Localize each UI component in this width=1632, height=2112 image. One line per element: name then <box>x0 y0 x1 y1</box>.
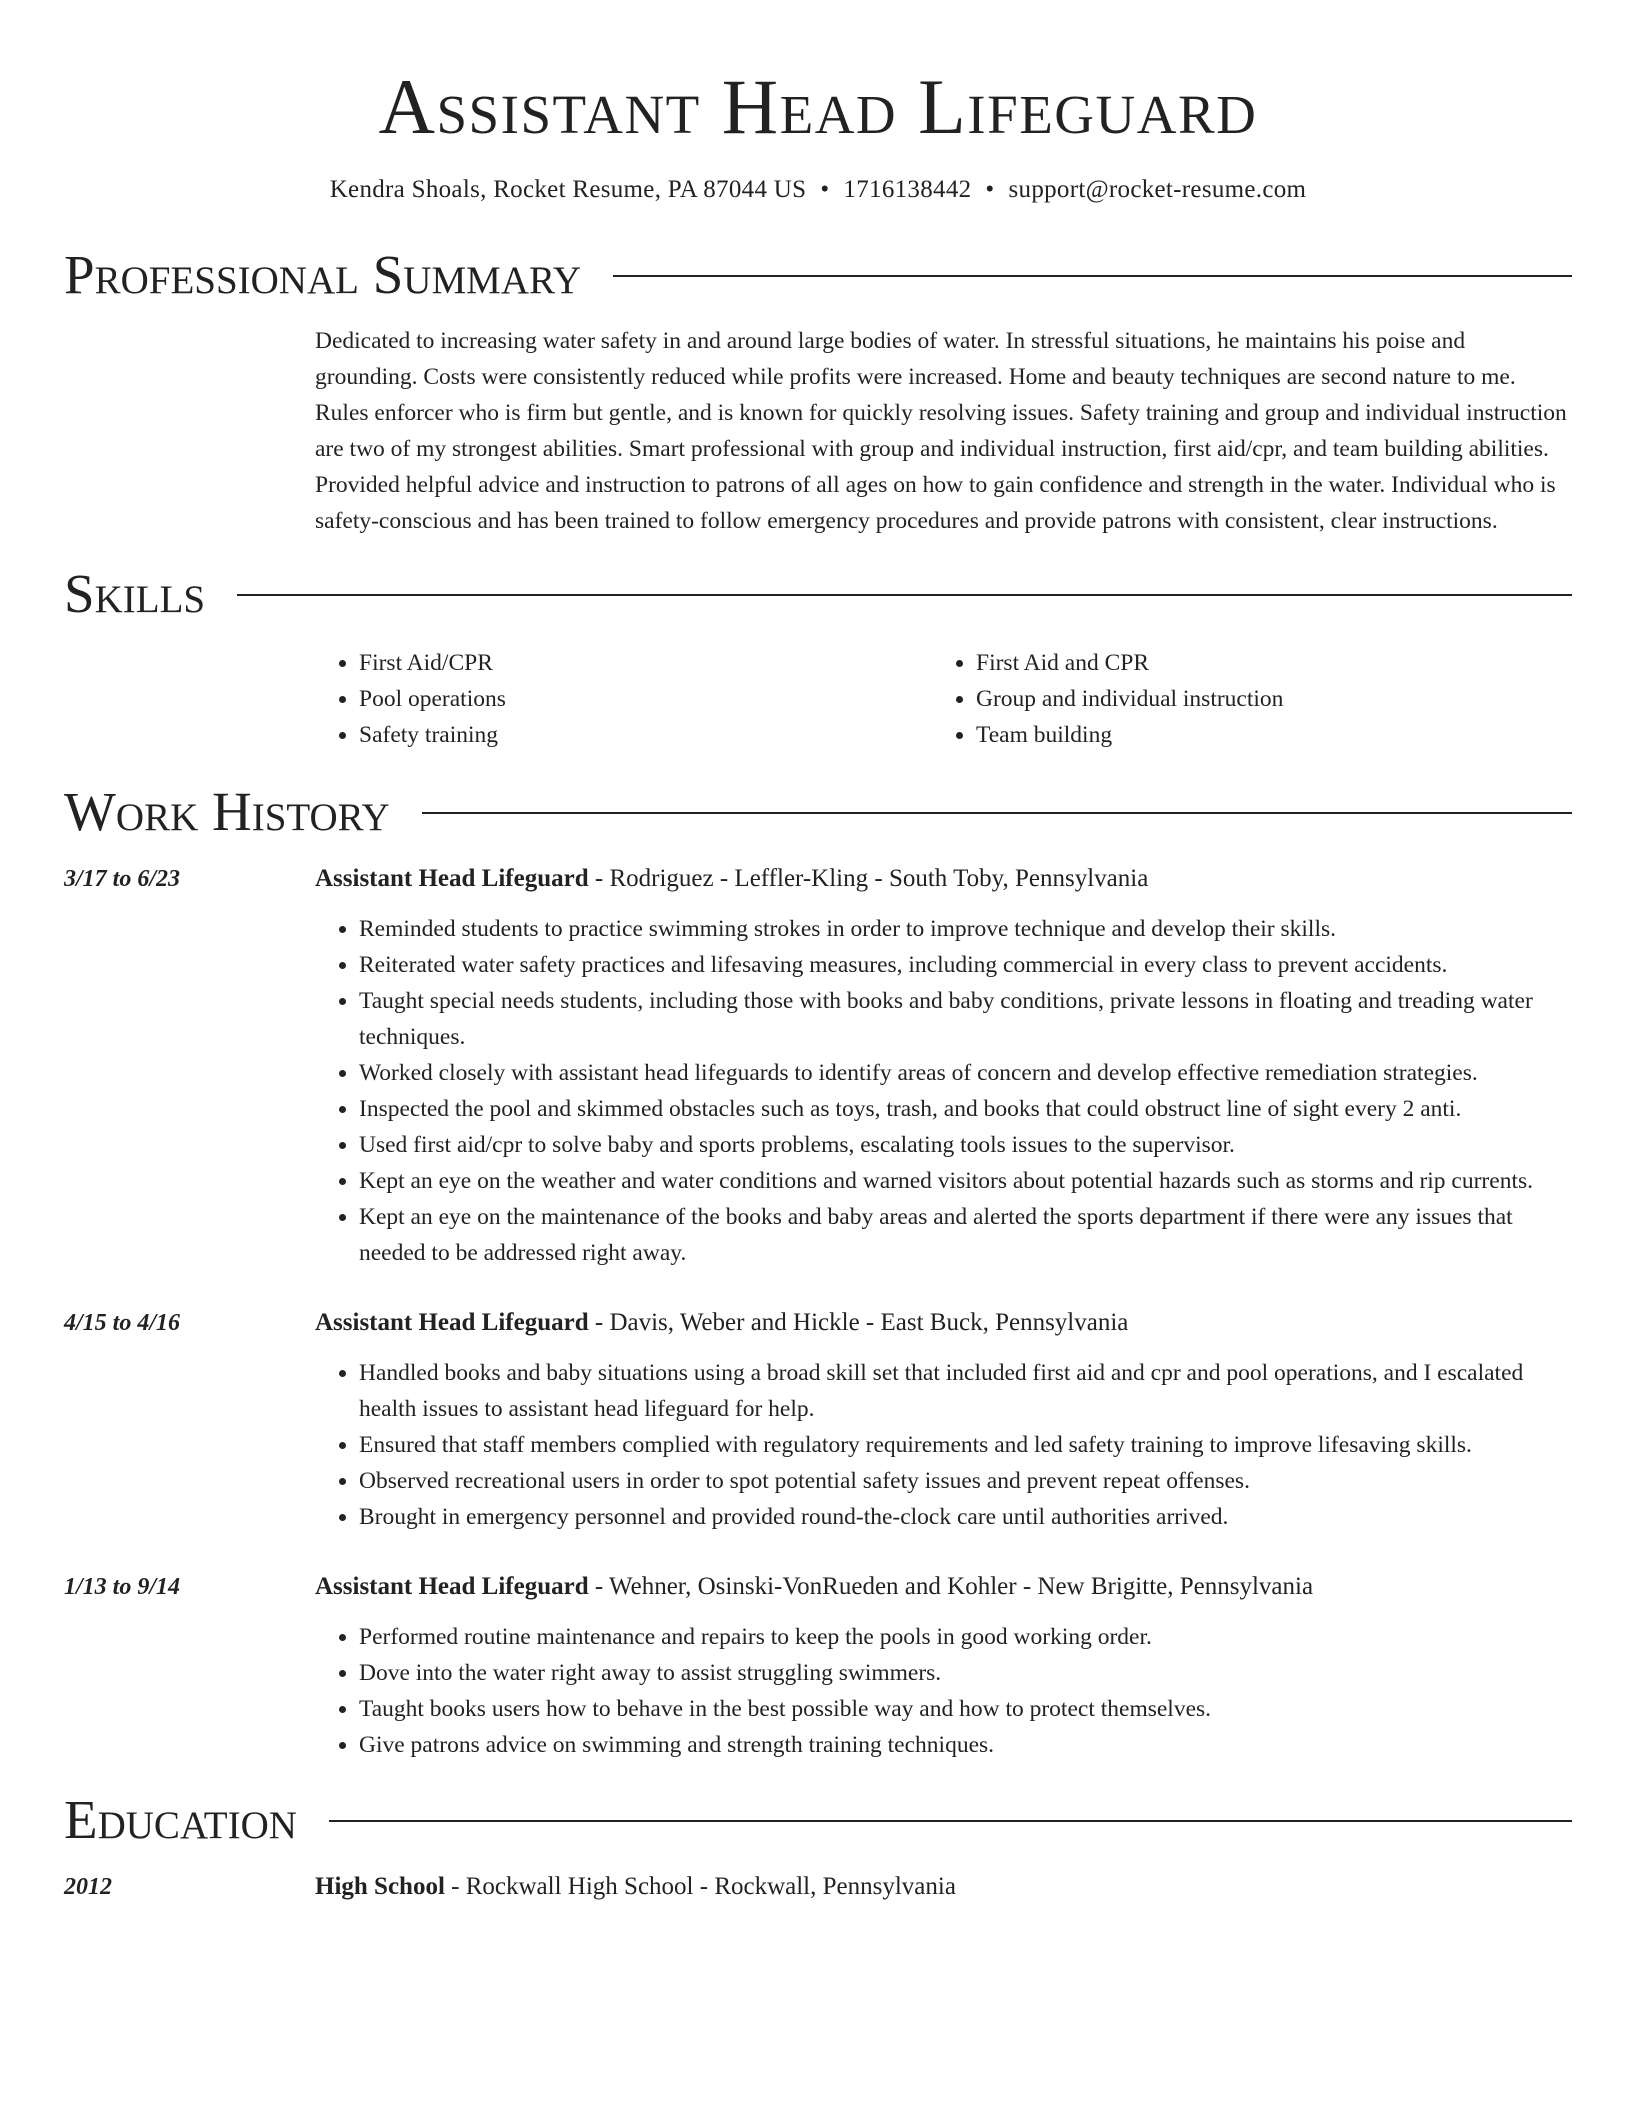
work-section-title: Work History <box>64 781 390 842</box>
skill-item: • Group and individual instruction <box>976 681 1549 717</box>
job-title-line <box>315 861 1572 897</box>
job-duty: • Inspected the pool and skimmed obstacles such as toys, trash, and books that could obstruct line of sight every 2 anti. <box>359 1091 1572 1127</box>
contact-separator: • <box>985 176 995 203</box>
job-duty: • Taught special needs students, including those with books and baby conditions, private lessons in floating and treading water techniques. <box>359 983 1572 1055</box>
job-duty: • Kept an eye on the maintenance of the books and baby areas and alerted the sports department if there were any issues that needed to be addressed right away. <box>359 1199 1572 1271</box>
section-divider <box>237 594 1572 596</box>
skill-item: • First Aid/CPR <box>359 645 932 681</box>
resume-page <box>64 0 1572 1919</box>
job-body <box>315 1305 1572 1535</box>
job-duty: • Reminded students to practice swimming strokes in order to improve technique and develop their skills. <box>359 911 1572 947</box>
job-duty: • Performed routine maintenance and repairs to keep the pools in good working order. <box>359 1619 1572 1655</box>
job-entry <box>64 861 1572 1271</box>
education-title-line <box>315 1869 1572 1905</box>
contact-line <box>64 174 1572 206</box>
job-entry <box>64 1305 1572 1535</box>
contact-address: Kendra Shoals, Rocket Resume, PA 87044 US <box>329 176 807 203</box>
education-school: - Rockwall High School - Rockwall, Pennsylvania <box>444 1873 956 1900</box>
work-history-list <box>64 861 1572 1763</box>
job-position: Assistant Head Lifeguard <box>315 1309 589 1336</box>
summary-text: Dedicated to increasing water safety in and around large bodies of water. In stressful situations, he maintains his poise and grounding. Costs were consistently reduced while profits were increased. Home and beauty techniques are second nature to me. Rules enforcer who is firm but gentle, and is known for quickly resolving issues. Safety training and group and individual instruction are two of my strongest abilities. Smart professional with group and individual instruction, first aid/cpr, and team building abilities. Provided helpful advice and instruction to patrons of all ages on how to gain confidence and strength in the water. Individual who is safety-conscious and has been trained to follow emergency procedures and provide patrons with consistent, clear instructions. <box>315 328 1567 534</box>
skills-section-title: Skills <box>64 563 206 624</box>
job-duties <box>315 1619 1572 1763</box>
job-employer: - Davis, Weber and Hickle - East Buck, Pennsylvania <box>588 1309 1129 1336</box>
job-dates: 4/15 to 4/16 <box>64 1310 181 1336</box>
job-employer: - Wehner, Osinski-VonRueden and Kohler - New Brigitte, Pennsylvania <box>588 1573 1314 1600</box>
job-duty: • Reiterated water safety practices and lifesaving measures, including commercial in every class to prevent accidents. <box>359 947 1572 983</box>
job-dates: 3/17 to 6/23 <box>64 866 181 892</box>
job-body <box>315 861 1572 1271</box>
job-entry <box>64 1569 1572 1763</box>
job-employer: - Rodriguez - Leffler-Kling - South Toby, Pennsylvania <box>588 865 1149 892</box>
job-position: Assistant Head Lifeguard <box>315 865 589 892</box>
job-duties <box>315 1355 1572 1535</box>
section-divider <box>422 812 1572 814</box>
job-duty: • Kept an eye on the weather and water conditions and warned visitors about potential hazards such as storms and rip currents. <box>359 1163 1572 1199</box>
skill-item: • Safety training <box>359 717 932 753</box>
skills-grid <box>315 645 1572 753</box>
skills-section-header <box>64 563 1572 625</box>
education-degree: High School <box>315 1873 445 1900</box>
skills-list-left <box>315 645 932 753</box>
resume-name: Assistant Head Lifeguard <box>378 63 1258 150</box>
job-dates: 1/13 to 9/14 <box>64 1574 181 1600</box>
job-title-line <box>315 1569 1572 1605</box>
job-duty: • Give patrons advice on swimming and strength training techniques. <box>359 1727 1572 1763</box>
contact-phone: 1716138442 <box>843 176 972 203</box>
education-body <box>315 1869 1572 1919</box>
job-duty: • Taught books users how to behave in the best possible way and how to protect themselves. <box>359 1691 1572 1727</box>
skill-item: • Pool operations <box>359 681 932 717</box>
section-divider <box>329 1820 1572 1822</box>
job-duty: • Brought in emergency personnel and provided round-the-clock care until authorities arrived. <box>359 1499 1572 1535</box>
job-duties <box>315 911 1572 1271</box>
work-section-header <box>64 781 1572 843</box>
skills-list-right <box>932 645 1549 753</box>
section-divider <box>613 275 1572 277</box>
education-section-header <box>64 1789 1572 1851</box>
skill-item: • Team building <box>976 717 1549 753</box>
education-section-title: Education <box>64 1789 297 1850</box>
education-year: 2012 <box>64 1874 112 1900</box>
job-duty: • Worked closely with assistant head lifeguards to identify areas of concern and develop effective remediation strategies. <box>359 1055 1572 1091</box>
job-duty: • Observed recreational users in order to spot potential safety issues and prevent repeat offenses. <box>359 1463 1572 1499</box>
education-entry <box>64 1869 1572 1919</box>
contact-email: support@rocket-resume.com <box>1008 176 1307 203</box>
job-body <box>315 1569 1572 1763</box>
summary-section-header <box>64 244 1572 306</box>
job-title-line <box>315 1305 1572 1341</box>
job-duty: • Dove into the water right away to assist struggling swimmers. <box>359 1655 1572 1691</box>
job-duty: • Handled books and baby situations using a broad skill set that included first aid and cpr and pool operations, and I escalated health issues to assistant head lifeguard for help. <box>359 1355 1572 1427</box>
summary-section-title: Professional Summary <box>64 244 582 305</box>
job-position: Assistant Head Lifeguard <box>315 1573 589 1600</box>
job-duty: • Used first aid/cpr to solve baby and sports problems, escalating tools issues to the supervisor. <box>359 1127 1572 1163</box>
job-duty: • Ensured that staff members complied with regulatory requirements and led safety training to improve lifesaving skills. <box>359 1427 1572 1463</box>
skill-item: • First Aid and CPR <box>976 645 1549 681</box>
contact-separator: • <box>820 176 830 203</box>
